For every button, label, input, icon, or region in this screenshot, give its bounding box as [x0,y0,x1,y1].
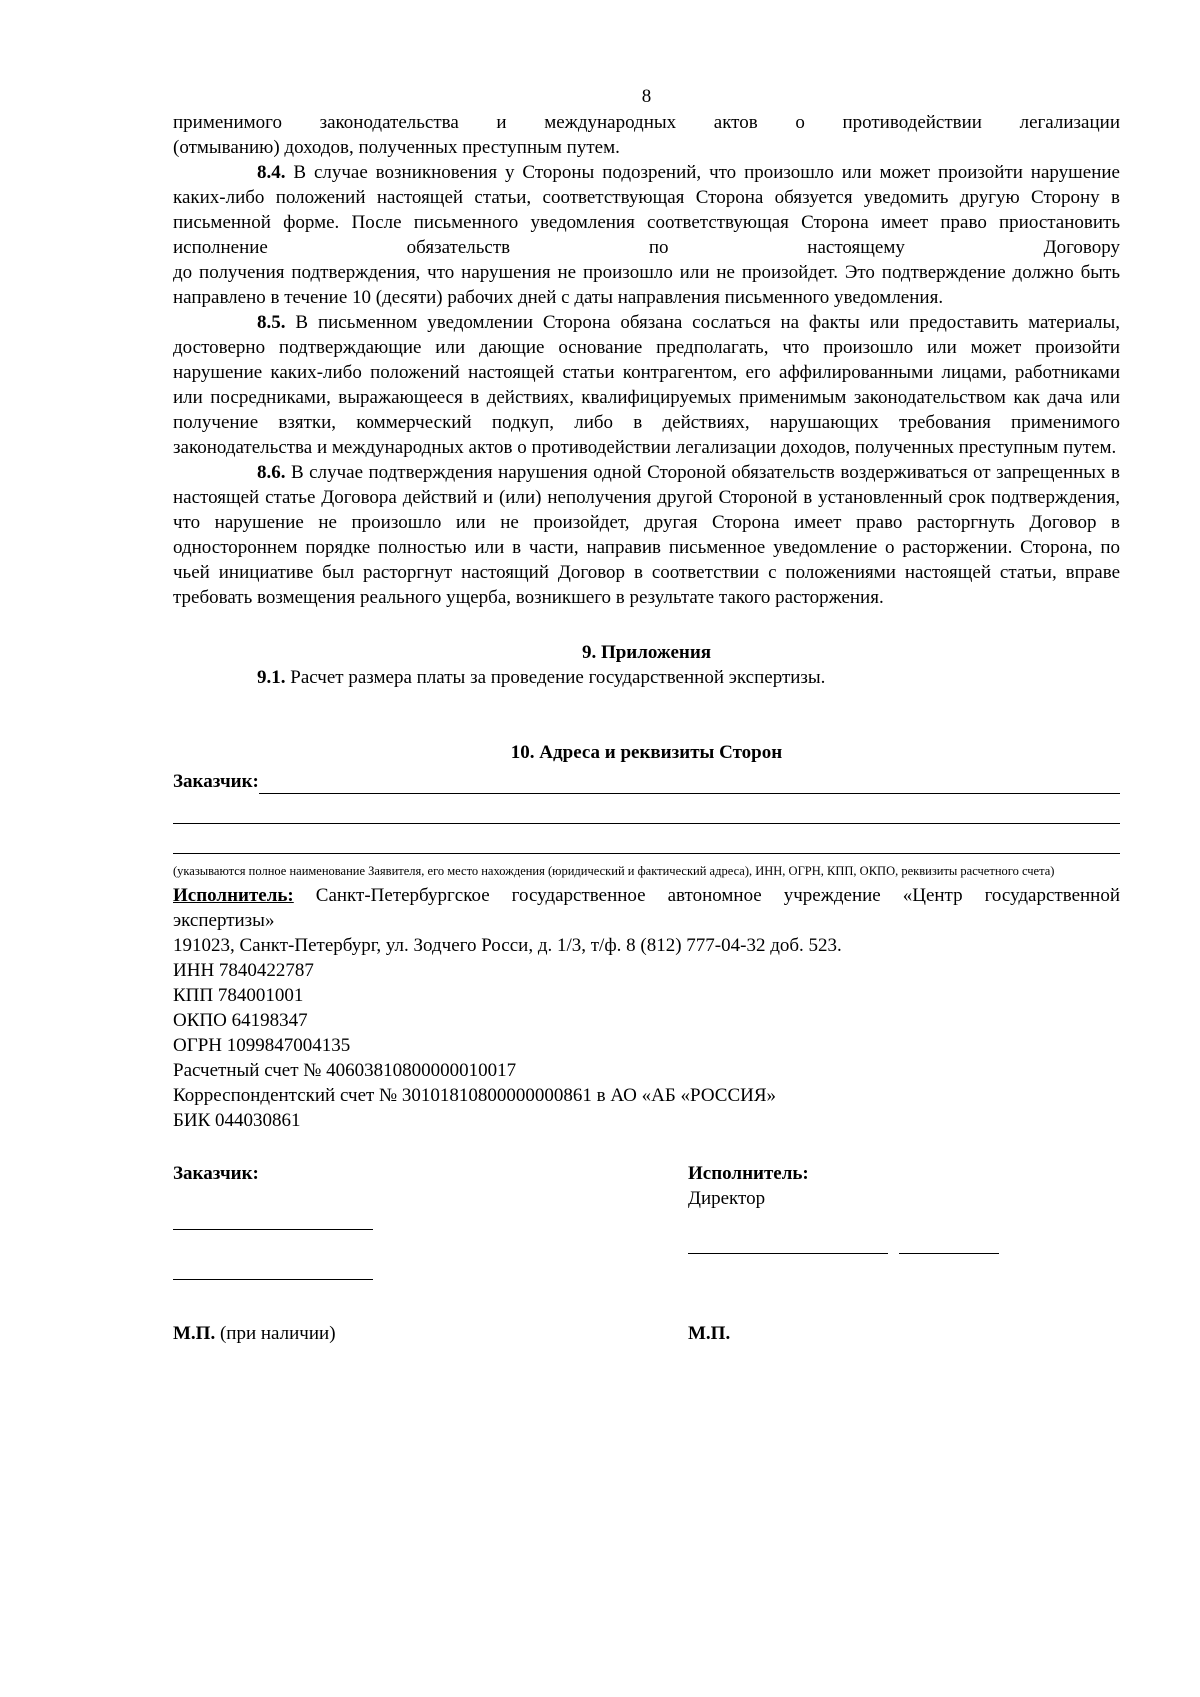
executor-account: Расчетный счет № 40603810800000010017 [173,1060,517,1081]
intro-line-1: применимого законодательства и международных актов о противодействии легализации [173,112,1120,133]
executor-signature-column [688,1161,1120,1287]
executor-signature-title: Исполнитель: [688,1163,809,1184]
clause-8-6 [173,460,1120,610]
executor-position: Директор [688,1188,766,1209]
customer-signature-column [173,1161,688,1287]
customer-stamp-label: М.П. [173,1323,216,1344]
section-9-item-text: Расчет размера платы за проведение государственной экспертизы. [290,667,826,688]
customer-label: Заказчик: [173,771,259,792]
executor-okpo: ОКПО 64198347 [173,1010,308,1031]
customer-fill-line [259,773,1120,794]
customer-blank-line-2 [173,824,1120,854]
executor-stamp: М.П. [688,1323,731,1344]
customer-signature-title: Заказчик: [173,1163,259,1184]
customer-row [173,769,1120,794]
clause-8-4-text-a: В случае возникновения у Стороны подозрений, что произошло или может произойти нарушение каких-либо положений настоящей статьи, соответствующая Сторона обязуется уведомить другую Сторону в письменной форме. После письменного уведомления соответствующая Сторона имеет право приостановить исполнение обязательств по настоящему Договору [173,162,1120,258]
executor-kpp: КПП 784001001 [173,985,304,1006]
customer-blank-line-1 [173,794,1120,824]
clause-8-5-number: 8.5. [257,312,286,333]
executor-ogrn: ОГРН 1099847004135 [173,1035,351,1056]
stamp-row [173,1321,1120,1346]
executor-signature-line [688,1235,888,1254]
clause-8-5-text: В письменном уведомлении Сторона обязана сослаться на факты или предоставить материалы, достоверно подтверждающие или дающие основание предполагать, что произошло или может произойти нарушение каких-либо положений настоящей статьи контрагентом, его аффилированными лицами, работниками или посредниками, выражающееся в действиях, квалифицируемых применимым законодательством как дача или получение взятки, коммерческий подкуп, либо в действиях, нарушающих требования применимого законодательства и международных актов о противодействии легализации доходов, полученных преступным путем. [173,312,1121,458]
clause-8-6-text: В случае подтверждения нарушения одной Стороной обязательств воздерживаться от запрещенных в настоящей статье Договора действий и (или) неполучения другой Стороной в установленный срок подтверждения, что нарушение не произошло или не произойдет, другая Сторона имеет право расторгнуть Договор в одностороннем порядке полностью или в части, направив письменное уведомление о расторжении. Сторона, по чьей инициативе был расторгнут настоящий Договор в соответствии с положениями настоящей статьи, вправе требовать возмещения реального ущерба, возникшего в результате такого расторжения. [173,462,1121,608]
executor-label: Исполнитель: [173,885,294,906]
customer-signature-line-2 [173,1261,373,1280]
section-9-item-number: 9.1. [257,667,286,688]
intro-line-2: (отмыванию) доходов, полученных преступным путем. [173,137,620,158]
customer-stamp [173,1321,688,1346]
executor-bik: БИК 044030861 [173,1110,301,1131]
clause-8-4-part-a [173,160,1120,260]
section-9-title: 9. Приложения [581,642,712,663]
clause-8-4-number: 8.4. [257,162,286,183]
section-10-title: 10. Адреса и реквизиты Сторон [510,742,783,763]
clause-8-4-text-b: до получения подтверждения, что нарушения не произошло или не произойдет. Это подтверждение должно быть направлено в течение 10 (десяти) рабочих дней с даты направления письменного уведомления. [173,262,1120,308]
executor-line [173,883,1120,933]
executor-name: Санкт-Петербургское государственное автономное учреждение «Центр государственной экспертизы» [173,885,1121,931]
customer-stamp-note: (при наличии) [219,1323,336,1344]
executor-corr-account: Корреспондентский счет № 30101810800000000861 в АО «АБ «РОССИЯ» [173,1085,777,1106]
executor-inn: ИНН 7840422787 [173,960,314,981]
executor-address: 191023, Санкт-Петербург, ул. Зодчего Росси, д. 1/3, т/ф. 8 (812) 777-04-32 доб. 523. [173,935,842,956]
executor-requisites [173,933,1120,1133]
executor-name-line [899,1235,999,1254]
customer-hint: (указываются полное наименование Заявителя, его место нахождения (юридический и фактический адреса), ИНН, ОГРН, КПП, ОКПО, реквизиты расчетного счета) [173,864,1055,878]
page-number: 8 [641,86,652,107]
signature-block [173,1161,1120,1287]
clause-8-6-number: 8.6. [257,462,286,483]
clause-8-5 [173,310,1120,460]
section-9-item [173,665,1120,690]
customer-signature-line-1 [173,1211,373,1230]
page-content [173,84,1120,1346]
